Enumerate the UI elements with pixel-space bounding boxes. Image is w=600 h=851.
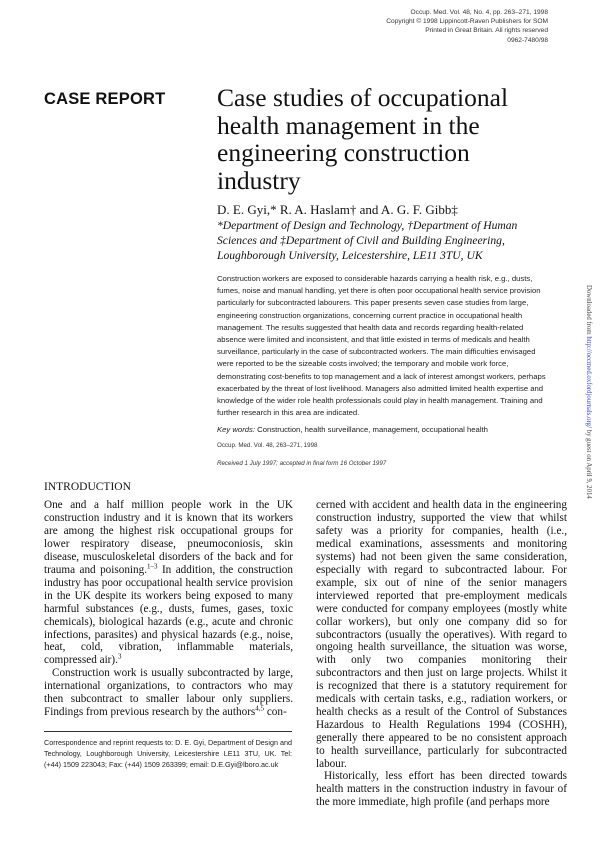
text: In addition, the construction industry has poor occupational health service provision in the UK despite its workers being exposed to many harmful substances (e.g., dusts, fumes, gases, toxic chemicals), biological hazards (e.g., acute and chronic infections, parasites) and physical hazards (e.g., noise, heat, cold, vibration, inflammable materials, compressed air). [44, 563, 293, 667]
keywords-label: Key words: [217, 425, 256, 435]
correspondence-footnote: Correspondence and reprint requests to: D. E. Gyi, Department of Design and Technology, Loughborough University, Leicestershire LE11 3TU, UK. Tel: (+44) 1509 223043; Fax: (+44) 1509 263399; email: D.E.Gyi@lboro.ac.uk [44, 737, 292, 769]
text: con- [264, 705, 287, 718]
keywords [217, 424, 550, 435]
paragraph [44, 667, 293, 719]
journal-link[interactable]: http://occmed.oxfordjournals.org/ [585, 336, 592, 428]
paragraph: Historically, less effort has been directed towards health matters in the construction industry in favour of the more immediate, high profile (and perhaps more [316, 770, 567, 809]
article-front-matter [217, 84, 557, 468]
text: Construction work is usually subcontracted by large, international organizations, to contractors who may then subcontract to smaller labour only suppliers. Findings from previous research by the authors [44, 667, 293, 718]
reference: 4,5 [255, 704, 265, 713]
right-column [316, 480, 567, 809]
paragraph: cerned with accident and health data in the engineering construction industry, supported the view that whilst safety was a priority for companies, health (i.e., medical examinations, assessments and monitoring systems) had not been given the same consideration, especially with regard to subcontracted labour. For example, six out of nine of the senior managers interviewed reported that pre-employment medicals were conducted for company employees (mostly white collar workers), but only one company did so for subcontractors (usually the operatives). With regard to ongoing health surveillance, the situation was worse, with only two companies monitoring their subcontractors and then just on large projects. Whilst it is recognized that there is a statutory requirement for medicals with certain tasks, e.g., radiation workers, or health checks as a result of the Control of Substances Hazardous to Health Regulations 1994 (COSHH), generally there appeared to be no consistent approach to health surveillance, particularly for subcontracted labour. [316, 499, 567, 770]
two-column-body [44, 480, 567, 809]
watermark-text: by guest on April 9, 2014 [585, 427, 592, 499]
authors: D. E. Gyi,* R. A. Haslam† and A. G. F. Gibb‡ [217, 202, 458, 217]
watermark-text: Downloaded from [585, 285, 592, 337]
printed-line: Printed in Great Britain. All rights reserved [425, 27, 548, 35]
left-column-wrap [44, 480, 293, 809]
reference: 1–3 [147, 562, 158, 571]
received-dates: Received 1 July 1997; accepted in final form 16 October 1997 [217, 460, 387, 468]
section-label: CASE REPORT [44, 90, 166, 108]
article-body [44, 84, 567, 809]
paragraph [44, 499, 293, 667]
download-watermark [585, 285, 592, 499]
section-heading-introduction: INTRODUCTION [44, 481, 131, 494]
journal-line: Occup. Med. Vol. 48, No. 4, pp. 263–271, 1998 [410, 9, 548, 16]
journal-header [386, 8, 548, 45]
affiliations: *Department of Design and Technology, †Department of Human Sciences and ‡Department of Civil and Building Engineering, Loughborough University, Leicestershire, LE11 3TU, UK [217, 219, 518, 262]
citation: Occup. Med. Vol. 48, 263–271, 1998 [217, 442, 318, 450]
footnote-divider [44, 731, 292, 732]
paper-title: Case studies of occupational health management in the engineering construction industry [217, 83, 509, 195]
reference: 3 [117, 652, 122, 661]
keywords-text: Construction, health surveillance, management, occupational health [257, 425, 488, 435]
left-column [44, 499, 293, 718]
text: One and a half million people work in the UK construction industry and it is known that its workers are among the highest risk occupational groups for lower respiratory disease, pneumoconiosis, skin disease, musculoskeletal disorders of the back and for trauma and poisoning. [44, 499, 293, 576]
issn-line: 0962-7480/98 [507, 36, 548, 44]
abstract: Construction workers are exposed to considerable hazards carrying a health risk, e.g., dusts, fumes, noise and manual handling, yet there is often poor occupational health service provision particularly for subcontracted labourers. This paper presents seven case studies from large, engineering construction organizations, concerning current practice in occupational health management. The results suggested that health data and records regarding health-related absence were limited and inconsistent, and that little existed in terms of medicals and health surveillance, particularly in the case of subcontracted workers. The main difficulties envisaged were reported to be the sizeable costs involved; the temporary and mobile work force, demonstrating cost-benefits to top management and a lack of interest amongst workers, perhaps exacerbated by the threat of lost livelihood. Managers also admitted limited health expertise and knowledge of the wider role health professionals could play in health management. Training and further research in this area are indicated. [217, 274, 546, 418]
copyright-line: Copyright © 1998 Lippincott-Raven Publishers for SOM [386, 18, 548, 26]
